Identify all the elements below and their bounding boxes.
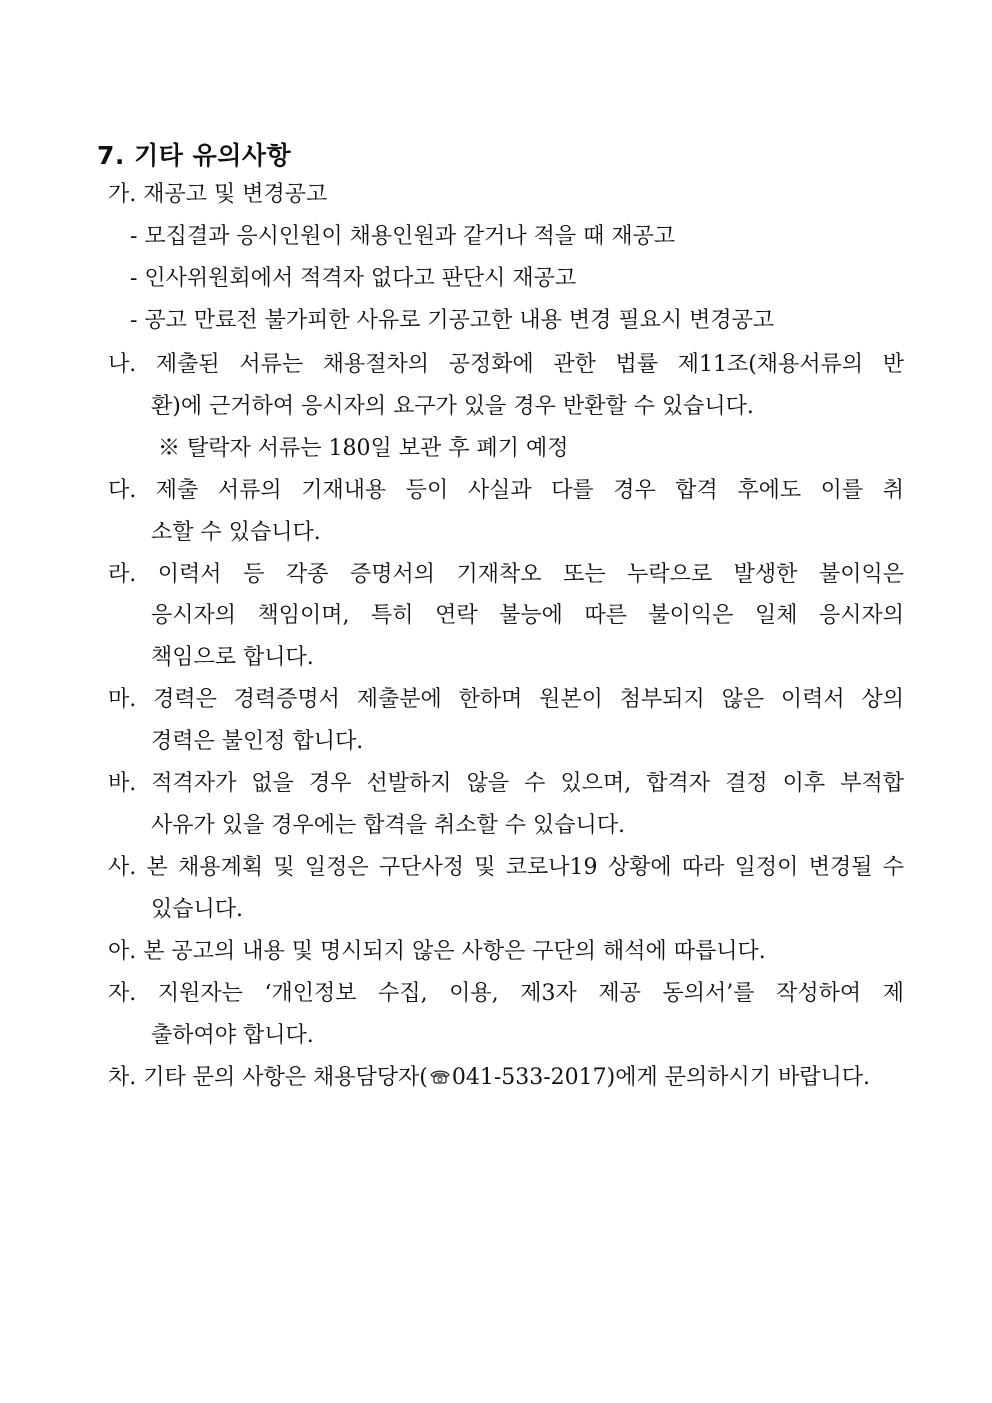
item-ra-line-3: 책임으로 합니다.	[151, 645, 314, 670]
item-na-note: ※ 탈락자 서류는 180일 보관 후 폐기 예정	[158, 436, 569, 461]
telephone-icon	[429, 1064, 451, 1080]
item-ga-sub-1: - 모집결과 응시인원이 채용인원과 같거나 적을 때 재공고	[130, 224, 676, 249]
item-ba-line-2: 사유가 있을 경우에는 합격을 취소할 수 있습니다.	[151, 813, 625, 838]
item-ba-line-1: 바. 적격자가 없을 경우 선발하지 않을 수 있으며, 합격자 결정 이후 부적합	[108, 771, 904, 796]
item-sa-line-2: 있습니다.	[151, 897, 244, 922]
item-da-line-1: 다. 제출 서류의 기재내용 등이 사실과 다를 경우 합격 후에도 이를 취	[108, 478, 904, 503]
item-cha-line-1	[108, 1063, 870, 1093]
item-ga-sub-3: - 공고 만료전 불가피한 사유로 기공고한 내용 변경 필요시 변경공고	[130, 308, 775, 333]
item-ra-line-2: 응시자의 책임이며, 특히 연락 불능에 따른 불이익은 일체 응시자의	[151, 603, 904, 628]
item-ja-line-1: 자. 지원자는 ‘개인정보 수집, 이용, 제3자 제공 동의서’를 작성하여 제	[108, 981, 904, 1006]
item-ga-sub-2: - 인사위원회에서 적격자 없다고 판단시 재공고	[130, 266, 577, 291]
item-a-line-1: 아. 본 공고의 내용 및 명시되지 않은 사항은 구단의 해석에 따릅니다.	[108, 939, 766, 964]
item-cha-prefix: 차. 기타 문의 사항은 채용담당자(	[108, 1065, 428, 1090]
item-ra-line-1: 라. 이력서 등 각종 증명서의 기재착오 또는 누락으로 발생한 불이익은	[108, 562, 904, 587]
item-ga-label: 가. 재공고 및 변경공고	[108, 182, 328, 207]
item-ma-line-1: 마. 경력은 경력증명서 제출분에 한하며 원본이 첨부되지 않은 이력서 상의	[108, 687, 904, 712]
item-cha-suffix: )에게 문의하시기 바랍니다.	[606, 1065, 871, 1090]
item-sa-line-1: 사. 본 채용계획 및 일정은 구단사정 및 코로나19 상황에 따라 일정이 변경될 수	[108, 855, 904, 880]
item-ja-line-2: 출하여야 합니다.	[151, 1023, 314, 1048]
section-title: 7. 기타 유의사항	[97, 141, 292, 170]
item-ma-line-2: 경력은 불인정 합니다.	[151, 729, 364, 754]
item-cha-phone: 041-533-2017	[451, 1065, 607, 1090]
item-na-line-2: 환)에 근거하여 응시자의 요구가 있을 경우 반환할 수 있습니다.	[151, 394, 754, 419]
item-da-line-2: 소할 수 있습니다.	[151, 520, 321, 545]
item-na-line-1: 나. 제출된 서류는 채용절차의 공정화에 관한 법률 제11조(채용서류의 반	[108, 352, 904, 377]
